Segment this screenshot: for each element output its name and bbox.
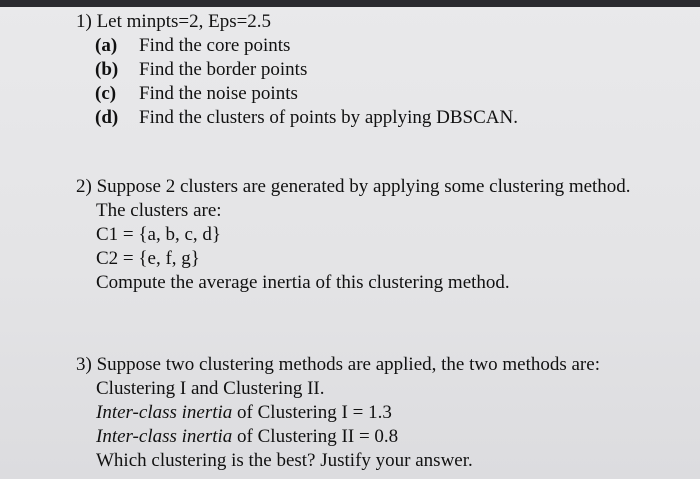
top-dark-bar (0, 0, 700, 7)
item-a-text: Find the core points (139, 35, 291, 56)
inertia-value-1: of Clustering I = 1.3 (232, 402, 392, 423)
question-1-item-a (95, 34, 518, 58)
inertia-clustering-1 (96, 401, 600, 425)
inertia-value-2: of Clustering II = 0.8 (232, 426, 399, 447)
inertia-clustering-2 (96, 425, 600, 449)
cluster-c1: C1 = {a, b, c, d} (96, 224, 221, 245)
cluster-c2: C2 = {e, f, g} (96, 248, 200, 269)
question-2-task: Compute the average inertia of this clustering method. (96, 272, 510, 293)
document-page (0, 7, 700, 479)
inertia-label-1: Inter-class inertia (96, 402, 233, 423)
question-1-item-d (95, 106, 518, 130)
question-3-prompt: Suppose two clustering methods are applied, the two methods are: (96, 354, 600, 375)
question-2 (76, 175, 631, 295)
item-b-text: Find the border points (139, 59, 308, 80)
item-d-mark: (d) (95, 107, 119, 128)
question-1-title: Let minpts=2, Eps=2.5 (96, 11, 272, 32)
question-1 (76, 10, 518, 130)
item-d-text: Find the clusters of points by applying DBSCAN. (139, 107, 518, 128)
question-1-item-c (95, 82, 518, 106)
question-2-line-2: The clusters are: (96, 200, 222, 221)
item-a-mark: (a) (95, 35, 118, 56)
question-3-methods: Clustering I and Clustering II. (96, 378, 325, 399)
item-b-mark: (b) (95, 59, 119, 80)
question-3-line-1 (76, 353, 600, 377)
question-2-number: 2) (76, 176, 92, 197)
item-c-mark: (c) (95, 83, 117, 104)
question-3-task: Which clustering is the best? Justify your answer. (96, 450, 473, 471)
question-1-number: 1) (76, 11, 92, 32)
question-1-item-b (95, 58, 518, 82)
question-3 (76, 353, 600, 473)
question-1-heading (76, 10, 518, 34)
question-2-line-1 (76, 175, 631, 199)
question-2-prompt: Suppose 2 clusters are generated by applying some clustering method. (96, 176, 631, 197)
item-c-text: Find the noise points (139, 83, 298, 104)
question-3-number: 3) (76, 354, 92, 375)
inertia-label-2: Inter-class inertia (96, 426, 233, 447)
